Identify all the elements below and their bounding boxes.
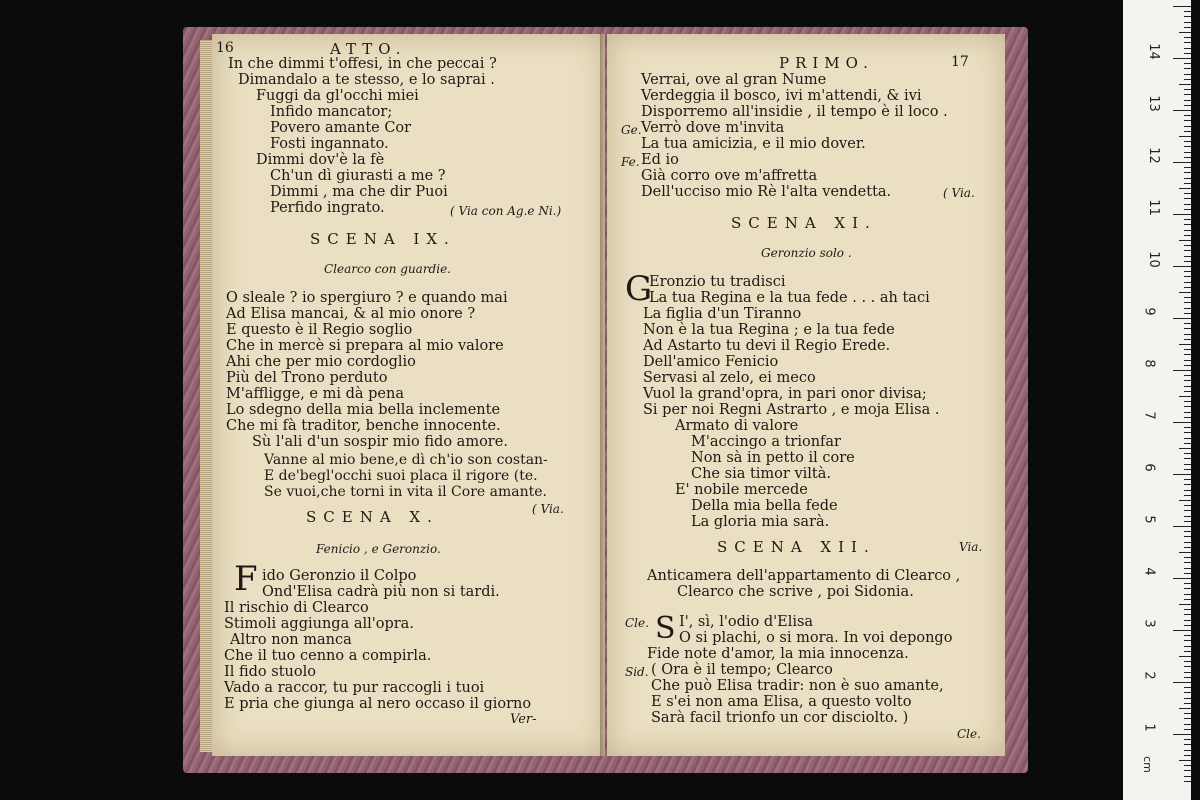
text-line: La figlia d'un Tiranno [643,306,802,322]
ruler-tick [1184,323,1191,324]
text-line: Dimmi dov'è la fè [256,152,385,168]
ruler-tick [1184,235,1191,236]
ruler-tick [1184,209,1191,210]
ruler-tick [1184,661,1191,662]
text-line: Sarà facil trionfo un cor disciolto. ) [651,710,909,726]
ruler-tick [1184,453,1191,454]
ruler-tick [1184,167,1191,168]
ruler-tick [1184,183,1191,184]
ruler-tick [1184,178,1191,179]
text-line: O si plachi, o si mora. In voi depongo [679,630,953,646]
ruler-tick [1184,490,1191,491]
text-line: Della mia bella fede [691,498,838,514]
ruler-number: 1 [1141,723,1157,732]
ruler-tick [1184,334,1191,335]
scene-heading: SCENA XII. [717,538,876,556]
ruler-tick [1184,521,1191,522]
text-line: Dimmi , ma che dir Puoi [270,184,448,200]
text-line: Non sà in petto il core [691,450,855,466]
right-page [607,34,1005,756]
ruler-tick [1184,198,1191,199]
ruler-tick [1184,94,1191,95]
ruler-number: 9 [1141,307,1157,316]
scene-characters: Geronzio solo . [761,246,852,260]
ruler-tick [1173,266,1191,267]
ruler-tick [1184,744,1191,745]
text-line: Ahi che per mio cordoglio [226,354,416,370]
text-line: Disporremo all'insidie , il tempo è il loco . [641,104,948,120]
text-line: E questo è il Regio soglio [226,322,413,338]
ruler-tick [1179,760,1191,761]
setting-line: Clearco che scrive , poi Sidonia. [677,584,914,600]
ruler-tick [1179,448,1191,449]
ruler-tick [1184,308,1191,309]
ruler-tick [1184,464,1191,465]
catchword: Ver- [510,712,537,727]
ruler-tick [1184,588,1191,589]
ruler-tick [1184,105,1191,106]
ruler-tick [1184,256,1191,257]
ruler-tick [1184,16,1191,17]
ruler-tick [1184,583,1191,584]
ruler-tick [1184,718,1191,719]
text-line: Lo sdegno della mia bella inclemente [226,402,501,418]
ruler-tick [1184,63,1191,64]
ruler-tick [1184,230,1191,231]
ruler-tick [1179,344,1191,345]
ruler-tick [1184,781,1191,782]
ruler-tick [1173,422,1191,423]
ruler-tick [1179,604,1191,605]
ruler-tick [1184,126,1191,127]
ruler-tick [1184,219,1191,220]
ruler-tick [1184,193,1191,194]
ruler-tick [1184,651,1191,652]
ruler-number: 14 [1145,43,1161,60]
ruler-tick [1184,729,1191,730]
ruler-tick [1184,53,1191,54]
ruler-tick [1179,500,1191,501]
text-line: Che il tuo cenno a compirla. [224,648,432,664]
ruler-tick [1179,84,1191,85]
measurement-ruler [1123,0,1191,800]
text-line: Perfido ingrato. [270,200,385,216]
ruler-tick [1184,557,1191,558]
ruler-tick [1184,614,1191,615]
text-line: Sù l'ali d'un sospir mio fido amore. [252,434,508,450]
text-line: La gloria mia sarà. [691,514,830,530]
ruler-tick [1184,297,1191,298]
ruler-tick [1184,620,1191,621]
ruler-tick [1179,32,1191,33]
text-line: Povero amante Cor [270,120,412,136]
text-line: Si per noi Regni Astrarto , e moja Elisa . [643,402,940,418]
text-line: Verrai, ove al gran Nume [641,72,827,88]
ruler-tick [1184,339,1191,340]
ruler-tick [1179,188,1191,189]
ruler-tick [1173,682,1191,683]
ruler-tick [1184,677,1191,678]
ruler-tick [1173,370,1191,371]
text-line: Ch'un dì giurasti a me ? [270,168,446,184]
ruler-tick [1173,526,1191,527]
ruler-tick [1173,162,1191,163]
ruler-tick [1184,224,1191,225]
text-line: Dell'ucciso mio Rè l'alta vendetta. [641,184,892,200]
ruler-tick [1184,646,1191,647]
ruler-number: 12 [1145,147,1161,164]
ruler-number: 11 [1145,199,1161,216]
ruler-tick [1184,443,1191,444]
text-line: Che sia timor viltà. [691,466,831,482]
ruler-tick [1184,146,1191,147]
ruler-tick [1184,302,1191,303]
text-line: Dell'amico Fenicio [643,354,779,370]
text-line: Vado a raccor, tu pur raccogli i tuoi [224,680,485,696]
stage-direction: Via. [959,540,983,554]
ruler-tick [1184,89,1191,90]
ruler-tick [1184,594,1191,595]
left-running-head: ATTO. [330,40,407,58]
scene-heading: SCENA IX. [310,230,456,248]
ruler-tick [1184,739,1191,740]
ruler-tick [1184,427,1191,428]
text-line: Vanne al mio bene,e dì ch'io son costan- [264,452,548,468]
ruler-tick [1184,510,1191,511]
ruler-number: 4 [1141,567,1157,576]
ruler-tick [1184,417,1191,418]
ruler-tick [1184,484,1191,485]
scene-heading: SCENA X. [306,508,439,526]
ruler-tick [1184,120,1191,121]
ruler-tick [1184,640,1191,641]
ruler-number: 10 [1145,251,1161,268]
ruler-tick [1173,318,1191,319]
ruler-tick [1184,672,1191,673]
text-line: Armato di valore [675,418,799,434]
ruler-tick [1184,172,1191,173]
ruler-tick [1173,474,1191,475]
text-line: Il rischio di Clearco [224,600,369,616]
ruler-tick [1184,635,1191,636]
text-line: La tua Regina e la tua fede . . . ah taci [649,290,930,306]
ruler-number: 6 [1141,463,1157,472]
ruler-tick [1184,282,1191,283]
ruler-number: 13 [1145,95,1161,112]
ruler-tick [1184,542,1191,543]
text-line: E' nobile mercede [675,482,808,498]
text-line: Verdeggia il bosco, ivi m'attendi, & ivi [641,88,922,104]
ruler-tick [1184,11,1191,12]
ruler-tick [1184,261,1191,262]
ruler-tick [1173,6,1191,7]
ruler-number: 2 [1141,671,1157,680]
speaker-label: Ge. [621,123,642,137]
ruler-tick [1184,573,1191,574]
ruler-tick [1184,152,1191,153]
ruler-tick [1184,380,1191,381]
scene-characters: Clearco con guardie. [324,262,451,276]
ruler-tick [1184,599,1191,600]
setting-line: Anticamera dell'appartamento di Clearco , [647,568,961,584]
text-line: Che mi fà traditor, benche innocente. [226,418,501,434]
ruler-tick [1184,547,1191,548]
ruler-tick [1184,37,1191,38]
ruler-tick [1184,770,1191,771]
text-line: Vuol la grand'opra, in pari onor divisa; [643,386,927,402]
text-line: Ad Astarto tu devi il Regio Erede. [643,338,891,354]
ruler-tick [1184,562,1191,563]
ruler-tick [1184,354,1191,355]
ruler-tick [1184,666,1191,667]
ruler-tick [1184,100,1191,101]
ruler-number: 8 [1141,359,1157,368]
ruler-tick [1184,131,1191,132]
scene-heading: SCENA XI. [731,214,877,232]
ruler-tick [1184,391,1191,392]
ruler-tick [1179,656,1191,657]
ruler-tick [1184,698,1191,699]
text-line: E pria che giunga al nero occaso il giorno [224,696,532,712]
text-line: In che dimmi t'offesi, in che peccai ? [228,56,497,72]
stage-direction: ( Via. [943,186,975,200]
ruler-tick [1173,58,1191,59]
ruler-tick [1184,536,1191,537]
ruler-tick [1184,568,1191,569]
text-line: Eronzio tu tradisci [649,274,786,290]
text-line: Già corro ove m'affretta [641,168,818,184]
ruler-unit: cm [1140,756,1154,773]
ruler-tick [1184,516,1191,517]
ruler-tick [1184,479,1191,480]
ruler-tick [1184,438,1191,439]
ruler-tick [1179,292,1191,293]
ruler-tick [1173,734,1191,735]
ruler-number: 3 [1141,619,1157,628]
speaker-label: Sid. [625,665,649,679]
scene-characters: Fenicio , e Geronzio. [316,542,441,556]
ruler-tick [1184,141,1191,142]
ruler-tick [1179,552,1191,553]
ruler-tick [1184,609,1191,610]
text-line: Altro non manca [230,632,352,648]
ruler-tick [1184,349,1191,350]
text-line: Verrò dove m'invita [641,120,785,136]
ruler-tick [1184,401,1191,402]
ruler-tick [1184,22,1191,23]
text-line: Ad Elisa mancai, & al mio onore ? [226,306,476,322]
text-line: Il fido stuolo [224,664,316,680]
ruler-tick [1184,724,1191,725]
ruler-tick [1179,240,1191,241]
ruler-number: 7 [1141,411,1157,420]
ruler-tick [1184,469,1191,470]
ruler-tick [1173,214,1191,215]
text-line: La tua amicizia, e il mio dover. [641,136,866,152]
ruler-tick [1179,136,1191,137]
ruler-tick [1184,204,1191,205]
ruler-tick [1184,250,1191,251]
ruler-tick [1173,630,1191,631]
ruler-tick [1184,776,1191,777]
text-line: Ed io [641,152,679,168]
text-line: Che può Elisa tradir: non è suo amante, [651,678,944,694]
ruler-tick [1184,276,1191,277]
ruler-tick [1184,115,1191,116]
ruler-tick [1184,245,1191,246]
ruler-tick [1184,287,1191,288]
drop-cap: G [625,269,653,309]
right-running-head: PRIMO. [779,54,874,72]
ruler-tick [1184,750,1191,751]
stage-direction: ( Via. [532,502,564,516]
text-line: ( Ora è il tempo; Clearco [651,662,833,678]
ruler-tick [1184,74,1191,75]
text-line: E de'begl'occhi suoi placa il rigore (te. [264,468,538,484]
ruler-tick [1184,27,1191,28]
ruler-tick [1184,687,1191,688]
left-page-number: 16 [216,40,234,56]
text-line: Infido mancator; [270,104,393,120]
text-line: M'affligge, e mi dà pena [226,386,404,402]
ruler-tick [1179,396,1191,397]
text-line: Fide note d'amor, la mia innocenza. [647,646,909,662]
drop-cap: S [655,611,676,646]
speaker-label: Cle. [625,616,649,630]
text-line: Fosti ingannato. [270,136,389,152]
ruler-tick [1184,157,1191,158]
text-line: Non è la tua Regina ; e la tua fede [643,322,895,338]
ruler-tick [1184,42,1191,43]
ruler-tick [1184,412,1191,413]
text-line: Che in mercè si prepara al mio valore [226,338,504,354]
ruler-tick [1184,531,1191,532]
ruler-tick [1184,692,1191,693]
drop-cap: F [234,559,258,599]
left-page [212,34,605,756]
ruler-tick [1184,458,1191,459]
text-line: Dimandalo a te stesso, e lo saprai . [238,72,495,88]
ruler-tick [1184,765,1191,766]
text-line: I', sì, l'odio d'Elisa [679,614,814,630]
ruler-tick [1184,495,1191,496]
ruler-tick [1184,360,1191,361]
catchword: Cle. [957,727,981,741]
text-line: Fuggi da gl'occhi miei [256,88,419,104]
ruler-tick [1184,328,1191,329]
ruler-tick [1184,375,1191,376]
text-line: ido Geronzio il Colpo [262,568,417,584]
ruler-tick [1184,505,1191,506]
ruler-tick [1184,432,1191,433]
text-line: Servasi al zelo, ei meco [643,370,816,386]
ruler-tick [1184,625,1191,626]
text-line: Se vuoi,che torni in vita il Core amante. [264,484,547,500]
text-line: O sleale ? io spergiuro ? e quando mai [226,290,508,306]
ruler-tick [1184,48,1191,49]
text-line: Più del Trono perduto [226,370,388,386]
ruler-tick [1184,755,1191,756]
ruler-tick [1173,578,1191,579]
ruler-tick [1184,713,1191,714]
ruler-tick [1184,79,1191,80]
ruler-tick [1173,110,1191,111]
ruler-tick [1184,313,1191,314]
text-line: M'accingo a trionfar [691,434,841,450]
ruler-tick [1184,365,1191,366]
stage-direction: ( Via con Ag.e Ni.) [450,204,562,218]
ruler-number: 5 [1141,515,1157,524]
ruler-tick [1184,271,1191,272]
text-line: E s'ei non ama Elisa, a questo volto [651,694,912,710]
text-line: Ond'Elisa cadrà più non si tardi. [262,584,500,600]
text-line: Stimoli aggiunga all'opra. [224,616,414,632]
ruler-tick [1184,703,1191,704]
ruler-tick [1184,68,1191,69]
speaker-label: Fe. [621,155,640,169]
ruler-tick [1184,406,1191,407]
ruler-tick [1184,386,1191,387]
right-page-number: 17 [951,54,969,70]
ruler-tick [1179,708,1191,709]
